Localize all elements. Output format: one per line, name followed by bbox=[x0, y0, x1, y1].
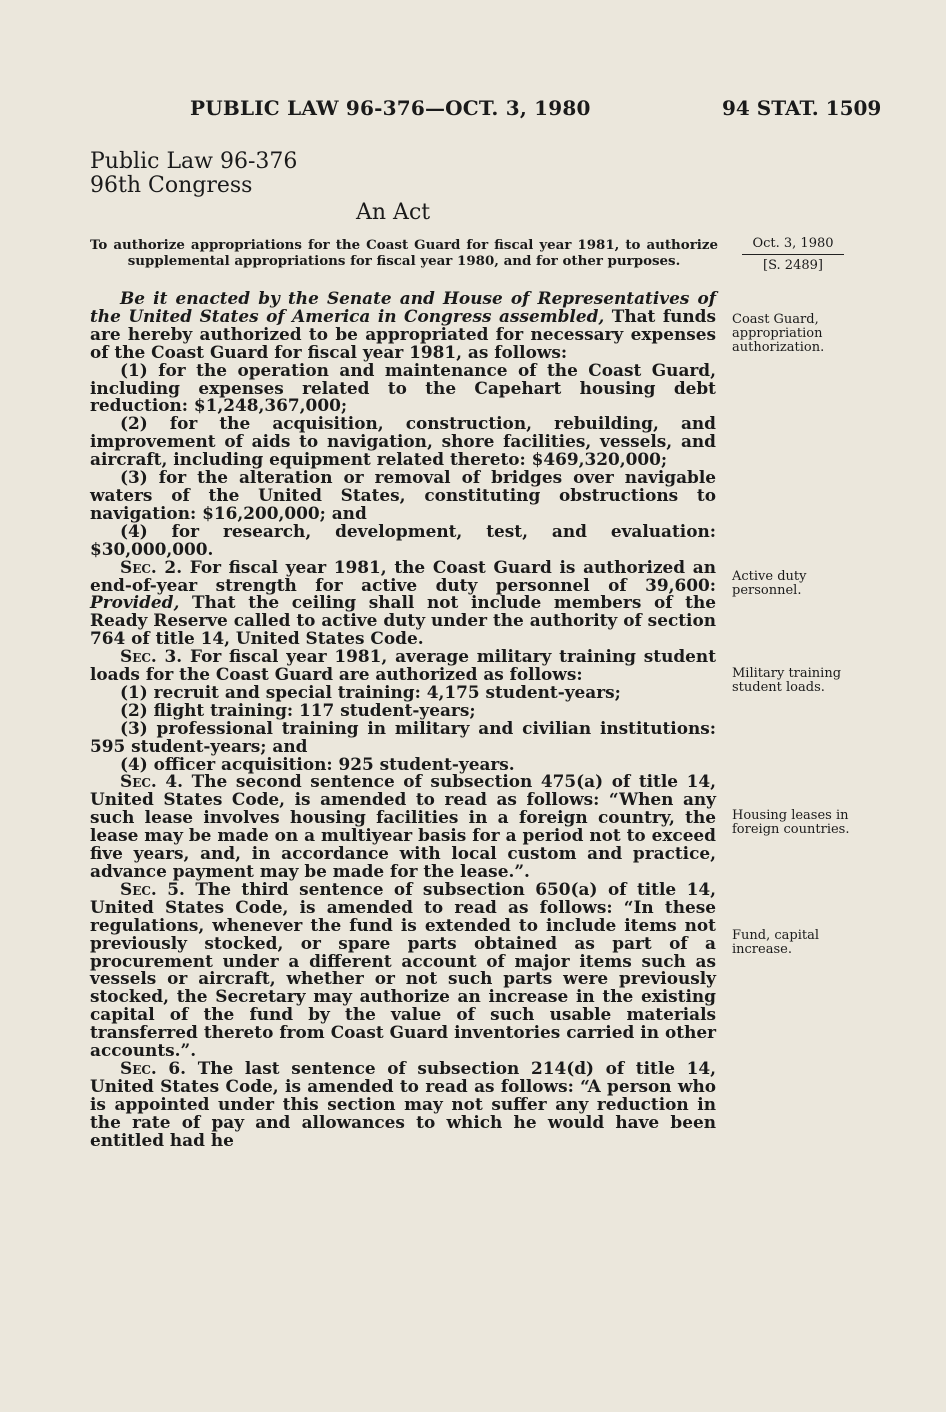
section-label: Sec. 5. bbox=[120, 878, 185, 899]
section-text: The third sentence of subsection 650(a) of title 14, United States Code, is amended to read as follows: “In these regulations, whenever the fund is extended to include items not previously stocked, or spare parts obtained as part of a procurement under a different account of major items such as vessels or aircraft, whether or not such parts were previously stocked, the Secretary may authorize an increase in the existing capital of the fund by the value of such usable materials transferred thereto from Coast Guard inventories carried in other accounts.”. bbox=[90, 878, 716, 1061]
section-label: Sec. 2. bbox=[120, 556, 183, 577]
sec3-item: (1) recruit and special training: 4,175 student-years; bbox=[120, 681, 621, 702]
enacting-text: That funds are hereby authorized to be appropriated for necessary expenses of the Coast Guard for fiscal year 1981, as follows: bbox=[90, 305, 716, 362]
section-3 bbox=[90, 648, 716, 684]
proviso: Provided, bbox=[90, 592, 180, 613]
sec1-item: (4) for research, development, test, and evaluation: $30,000,000. bbox=[90, 520, 716, 559]
margin-divider bbox=[742, 254, 844, 255]
statute-body bbox=[90, 290, 716, 1150]
margin-note-appropriation: Coast Guard, appropriation authorization. bbox=[732, 312, 825, 355]
margin-note-training: Military training student loads. bbox=[732, 666, 842, 695]
section-text: The second sentence of subsection 475(a) of title 14, United States Code, is amended to read as follows: “When any such lease involves housing facilities in a foreign country, the lease may be made on a multiyear basis for a period not to exceed five years, and, in accordance with local custom and practice, advance payment may be made for the lease.”. bbox=[90, 771, 717, 881]
purpose-clause: To authorize appropriations for the Coast Guard for fiscal year 1981, to authorize supplemental appropriations for fiscal year 1980, and for other purposes. bbox=[90, 237, 718, 269]
section-6 bbox=[90, 1057, 716, 1150]
law-number: Public Law 96-376 bbox=[90, 149, 298, 174]
section-label: Sec. 3. bbox=[120, 646, 183, 667]
margin-note-active-duty: Active duty personnel. bbox=[732, 569, 807, 598]
enacting-clause bbox=[90, 290, 716, 362]
sec1-item: (2) for the acquisition, construction, rebuilding, and improvement of aids to navigation, shore facilities, vessels, and aircraft, including equipment related thereto: $469,320,000; bbox=[90, 413, 716, 470]
section-text-continued: That the ceiling shall not include members of the Ready Reserve called to active duty under the authority of section 764 of title 14, United States Code. bbox=[90, 592, 716, 649]
enacting-formula: Be it enacted by the Senate and House of Representatives of the United States of America in Congress assembled, bbox=[90, 288, 716, 326]
running-header bbox=[0, 96, 946, 126]
margin-note-fund: Fund, capital increase. bbox=[732, 928, 819, 957]
law-identification bbox=[90, 150, 297, 198]
section-5 bbox=[90, 878, 716, 1061]
sec3-item: (2) flight training: 117 student-years; bbox=[120, 699, 476, 720]
sec3-item: (4) officer acquisition: 925 student-years. bbox=[120, 753, 515, 774]
sec3-item: (3) professional training in military and civilian institutions: 595 student-years; and bbox=[90, 717, 716, 756]
sec1-item: (1) for the operation and maintenance of the Coast Guard, including expenses related to the Capehart housing debt reduction: $1,248,367,000; bbox=[90, 359, 716, 416]
section-text: The last sentence of subsection 214(d) of title 14, United States Code, is amended to read as follows: “A person who is appointed under this section may not suffer any reduction in the rate of pay and allowances to which he would have been entitled had he bbox=[90, 1057, 716, 1150]
congress-number: 96th Congress bbox=[90, 173, 253, 198]
act-title: An Act bbox=[356, 200, 431, 225]
section-text: For fiscal year 1981, the Coast Guard is authorized an end-of-year strength for active duty personnel of 39,600: bbox=[90, 556, 716, 595]
sec1-item: (3) for the alteration or removal of bridges over navigable waters of the United States, constituting obstructions to navigation: $16,200,000; and bbox=[90, 467, 716, 523]
enactment-date: Oct. 3, 1980 bbox=[752, 236, 834, 251]
section-label: Sec. 4. bbox=[120, 771, 184, 792]
stat-reference: 94 STAT. 1509 bbox=[722, 96, 882, 120]
section-2 bbox=[90, 556, 716, 649]
margin-note-housing: Housing leases in foreign countries. bbox=[732, 808, 850, 837]
section-4 bbox=[90, 773, 716, 880]
running-title: PUBLIC LAW 96-376—OCT. 3, 1980 bbox=[190, 96, 591, 120]
margin-date-block bbox=[736, 234, 850, 275]
section-label: Sec. 6. bbox=[120, 1057, 187, 1078]
section-text: For fiscal year 1981, average military training student loads for the Coast Guard are authorized as follows: bbox=[90, 646, 716, 685]
bill-number: [S. 2489] bbox=[763, 258, 823, 273]
